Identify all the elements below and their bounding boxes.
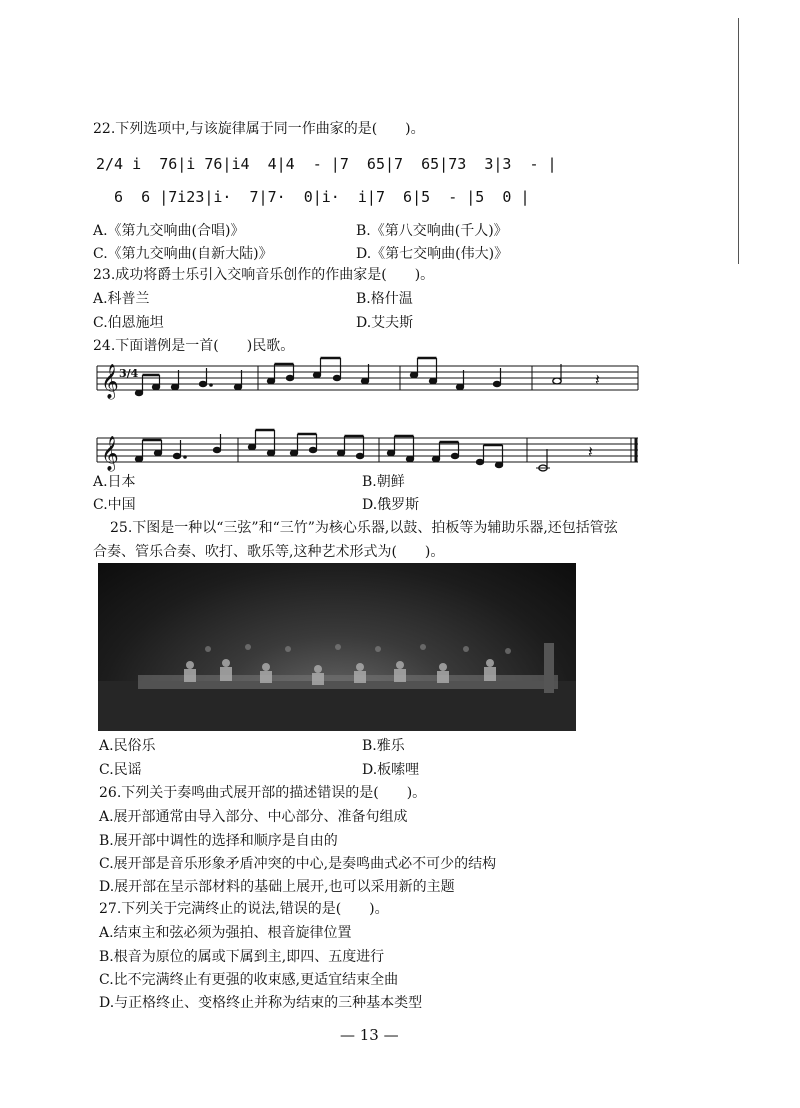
quarter-rest-icon: 𝄽 bbox=[595, 370, 600, 389]
q24-option-a: A.日本 bbox=[93, 474, 136, 490]
q26-option-a: A.展开部通常由导入部分、中心部分、准备句组成 bbox=[99, 809, 408, 825]
time-signature-top: 3/4 bbox=[119, 367, 139, 380]
q24-option-d: D.俄罗斯 bbox=[362, 497, 420, 513]
q24-option-b: B.朝鲜 bbox=[362, 474, 405, 490]
q24-option-c: C.中国 bbox=[93, 497, 136, 513]
q27-option-c: C.比不完满终止有更强的收束感,更适宜结束全曲 bbox=[99, 972, 399, 988]
jianpu-line-2: 6 6 |7i23|i̇· 7|7· 0|i· i|7 6|5 - |5 0 | bbox=[96, 188, 530, 206]
q25-option-b: B.雅乐 bbox=[362, 738, 405, 754]
q23-option-c: C.伯恩施坦 bbox=[93, 315, 164, 331]
q26-option-c: C.展开部是音乐形象矛盾冲突的中心,是奏鸣曲式必不可少的结构 bbox=[99, 856, 497, 872]
question-23-stem: 23.成功将爵士乐引入交响音乐创作的作曲家是( )。 bbox=[93, 267, 435, 283]
quarter-rest-icon: 𝄽 bbox=[588, 442, 593, 461]
q25-option-d: D.板嗦哩 bbox=[362, 762, 420, 778]
q27-option-d: D.与正格终止、变格终止并称为结束的三种基本类型 bbox=[99, 995, 423, 1011]
q27-option-b: B.根音为原位的属或下属到主,即四、五度进行 bbox=[99, 949, 385, 965]
q26-option-b: B.展开部中调性的选择和顺序是自由的 bbox=[99, 833, 338, 849]
orchestra-photo bbox=[98, 563, 576, 731]
treble-clef-icon: 𝄞 bbox=[101, 364, 119, 399]
q23-option-d: D.艾夫斯 bbox=[356, 315, 414, 331]
q23-option-a: A.科普兰 bbox=[93, 291, 150, 307]
question-25-stem-line2: 合奏、管乐合奏、吹打、歌乐等,这种艺术形式为( )。 bbox=[93, 544, 445, 560]
question-22-stem: 22.下列选项中,与该旋律属于同一作曲家的是( )。 bbox=[93, 121, 425, 137]
margin-rule bbox=[738, 18, 739, 264]
q22-option-c: C.《第九交响曲(自新大陆)》 bbox=[93, 246, 273, 262]
q25-option-c: C.民谣 bbox=[99, 762, 142, 778]
question-24-stem: 24.下面谱例是一首( )民歌。 bbox=[93, 338, 295, 354]
question-26-stem: 26.下列关于奏鸣曲式展开部的描述错误的是( )。 bbox=[99, 785, 427, 801]
q27-option-a: A.结束主和弦必须为强拍、根音旋律位置 bbox=[99, 925, 352, 941]
jianpu-line-1: 2/4 i 76|i 76|i̇4 4|4 - |7 65|7 65|73 3|3 - | bbox=[96, 155, 557, 173]
treble-clef-icon: 𝄞 bbox=[101, 436, 119, 471]
question-25-stem-line1: 25.下图是一种以“三弦”和“三竹”为核心乐器,以鼓、拍板等为辅助乐器,还包括管弦 bbox=[110, 520, 618, 536]
q22-option-d: D.《第七交响曲(伟大)》 bbox=[356, 246, 509, 262]
question-27-stem: 27.下列关于完满终止的说法,错误的是( )。 bbox=[99, 901, 389, 917]
page-number: — 13 — bbox=[340, 1026, 399, 1044]
q25-option-a: A.民俗乐 bbox=[99, 738, 156, 754]
q26-option-d: D.展开部在呈示部材料的基础上展开,也可以采用新的主题 bbox=[99, 879, 455, 895]
q23-option-b: B.格什温 bbox=[356, 291, 413, 307]
music-staff-1 bbox=[95, 360, 640, 410]
q22-option-b: B.《第八交响曲(千人)》 bbox=[356, 223, 508, 239]
q22-option-a: A.《第九交响曲(合唱)》 bbox=[93, 223, 245, 239]
